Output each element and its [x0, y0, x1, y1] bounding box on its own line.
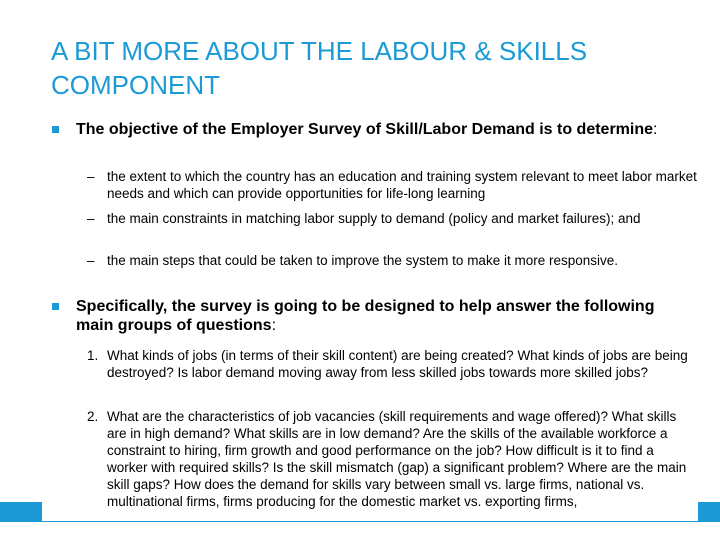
- dash-marker: –: [87, 169, 95, 184]
- sub-item-steps: [87, 252, 697, 269]
- footer-accent-block-left: [0, 502, 42, 522]
- question-group-2: [87, 408, 692, 510]
- footer-accent-block-right: [698, 502, 720, 522]
- list-number: 2.: [87, 409, 99, 424]
- question-group-text: What kinds of jobs (in terms of their skill content) are being created? What kinds of jobs are being destroyed? Is labor demand moving away from less skilled jobs towards more skilled jobs?: [107, 348, 688, 380]
- question-group-text: What are the characteristics of job vacancies (skill requirements and wage offered)? What skills are in high demand? What skills are in low demand? Are the skills of the available workforce a constraint to hiring, firm growth and good performance on the job? How difficult is it to find a worker with required skills? Is the skill mismatch (gap) a significant problem? Where are the main skill gaps? How does the demand for skills vary between small vs. large firms, national vs. multinational firms, firms producing for the domestic market vs. exporting firms,: [107, 409, 687, 509]
- bullet-objective-text: The objective of the Employer Survey of Skill/Labor Demand is to determine:: [76, 121, 658, 138]
- bullet-specifically-text: Specifically, the survey is going to be designed to help answer the following main groups of questions:: [76, 298, 655, 334]
- dash-marker: –: [87, 253, 95, 268]
- footer-divider-line: [42, 521, 720, 522]
- dash-marker: –: [87, 211, 95, 226]
- sub-item-text: the main constraints in matching labor supply to demand (policy and market failures); and: [107, 211, 641, 226]
- sub-item-text: the main steps that could be taken to improve the system to make it more responsive.: [107, 253, 618, 268]
- square-bullet-icon: [52, 303, 59, 310]
- bullet-objective: [52, 120, 692, 139]
- slide-title-line-2: COMPONENT: [51, 70, 220, 100]
- bullet-specifically: [52, 297, 692, 335]
- sub-item-text: the extent to which the country has an education and training system relevant to meet labor market needs and which can provide opportunities for life-long learning: [107, 169, 697, 201]
- slide-title: [51, 34, 711, 102]
- sub-item-constraints: [87, 210, 697, 227]
- list-number: 1.: [87, 348, 99, 363]
- question-group-1: [87, 347, 692, 381]
- sub-item-extent: [87, 168, 697, 202]
- slide-title-line-1: A BIT MORE ABOUT THE LABOUR & SKILLS: [51, 36, 588, 66]
- square-bullet-icon: [52, 126, 59, 133]
